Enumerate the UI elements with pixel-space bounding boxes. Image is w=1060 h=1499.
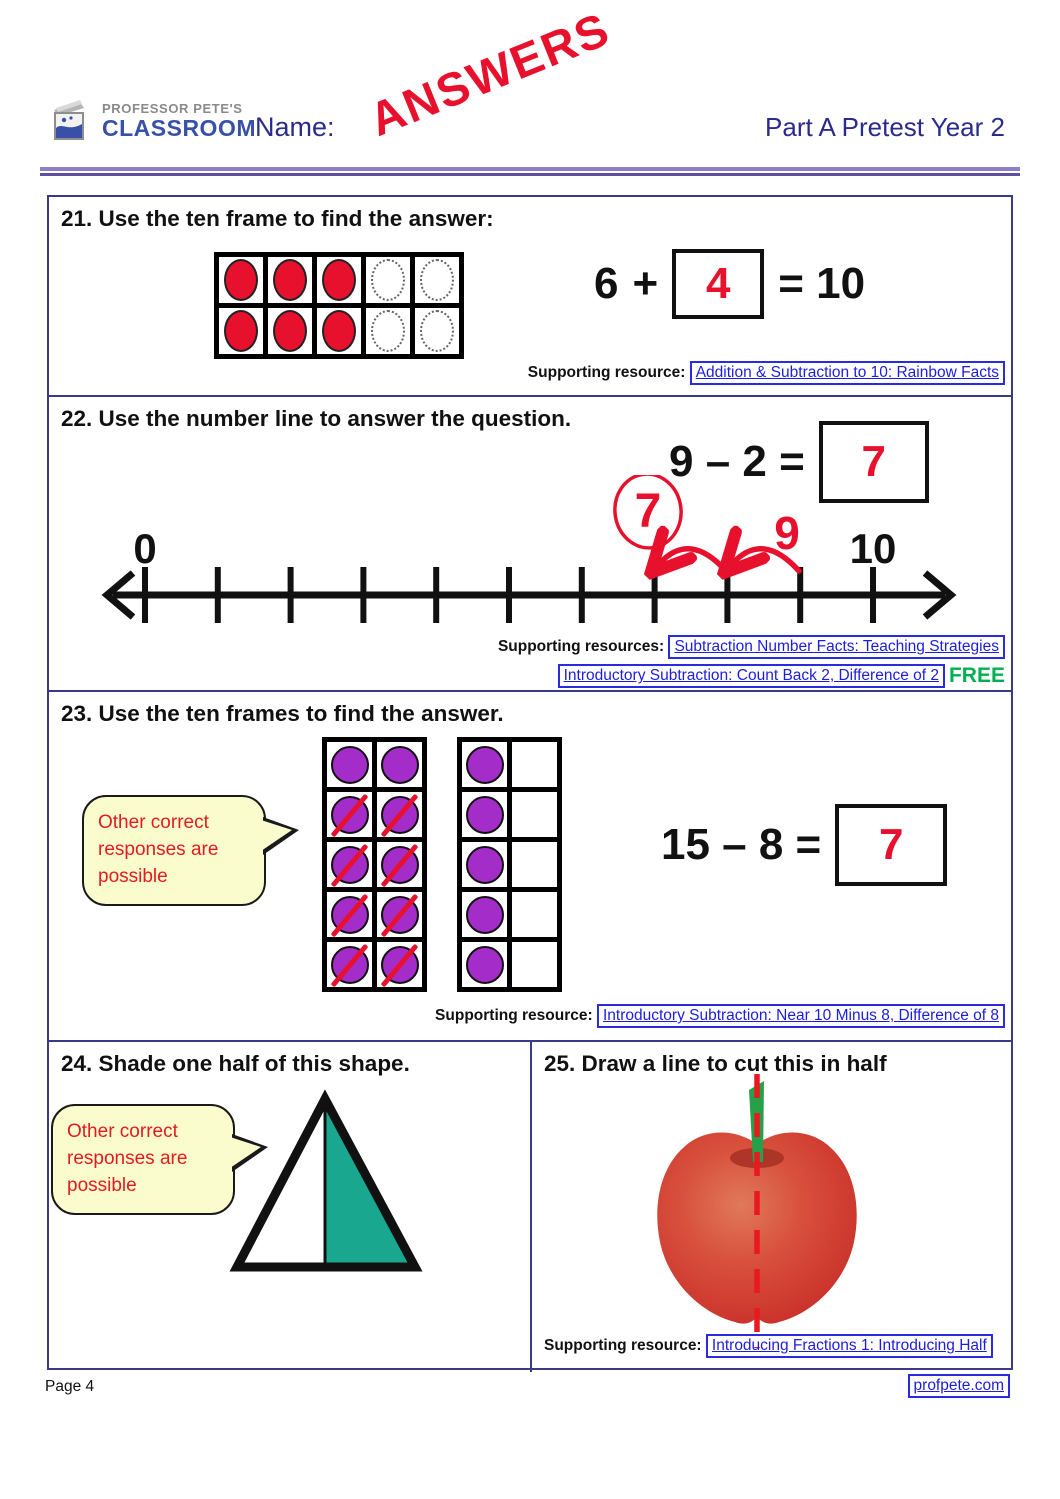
equation-21-operator: + [632, 259, 659, 308]
questions-frame [47, 195, 1013, 1370]
site-link[interactable]: profpete.com [908, 1374, 1010, 1398]
support-21-link[interactable]: Addition & Subtraction to 10: Rainbow Facts [690, 361, 1005, 385]
ten-frame-cell [415, 308, 459, 354]
empty-counter [371, 259, 405, 301]
site-footer [908, 1374, 1010, 1398]
count-back-arc-2 [660, 549, 726, 571]
answer-21: 4 [705, 259, 731, 308]
ten-frame-cell [377, 792, 422, 837]
support-23-link[interactable]: Introductory Subtraction: Near 10 Minus 8, Difference of 8 [597, 1004, 1005, 1028]
ten-frame-cell [327, 942, 372, 987]
ten-frame-cell [317, 308, 361, 354]
empty-counter [420, 310, 454, 352]
ten-frame-cell [366, 257, 410, 303]
note-bubble-24-text: Other correct responses are possible [67, 1121, 188, 1196]
question-22-title: 22. Use the number line to answer the question. [61, 406, 572, 431]
ten-frame-cell [219, 308, 263, 354]
empty-counter [420, 259, 454, 301]
ten-frame-cell [377, 942, 422, 987]
equation-21 [594, 249, 865, 319]
ten-frame-cell [377, 842, 422, 887]
bottom-row [49, 1042, 1011, 1372]
question-24-section [49, 1042, 532, 1372]
question-24-title: 24. Shade one half of this shape. [61, 1051, 410, 1076]
answer-23: 7 [879, 820, 904, 869]
counter [466, 846, 504, 884]
ten-frame-cell [462, 792, 507, 837]
ten-frame-cell [512, 792, 557, 837]
answer-22: 7 [861, 437, 887, 486]
counter [331, 746, 369, 784]
ten-frame-cell [327, 892, 372, 937]
header-divider [40, 167, 1020, 176]
ten-frame-cell [327, 742, 372, 787]
annotation-9: 9 [774, 507, 800, 559]
book-logo-icon [50, 98, 94, 144]
ten-frame-cell [462, 942, 507, 987]
answer-box-23 [835, 804, 947, 886]
professor-petes-classroom-logo [50, 98, 256, 144]
support-22a [498, 635, 1005, 659]
ten-frame-cell [366, 308, 410, 354]
ten-frame-cell [462, 892, 507, 937]
equation-23-lhs: 15 – 8 = [661, 820, 822, 869]
answer-box-21 [672, 249, 764, 319]
equation-22-lhs: 9 – 2 = [669, 437, 805, 486]
number-line-label-10: 10 [849, 525, 897, 572]
question-25-section [532, 1042, 1011, 1372]
note-bubble-23-text: Other correct responses are possible [98, 812, 219, 887]
bubble-tail-fill [261, 820, 292, 851]
counter [322, 259, 356, 301]
answers-stamp: ANSWERS [361, 1, 618, 147]
support-23-label: Supporting resource: [435, 1007, 593, 1024]
note-bubble-23 [82, 795, 266, 906]
half-shaded-triangle [227, 1087, 427, 1279]
support-22-label: Supporting resources: [497, 638, 665, 655]
equation-23 [661, 804, 947, 886]
question-23-title: 23. Use the ten frames to find the answer. [61, 701, 504, 726]
ten-frame-cell [415, 257, 459, 303]
support-25 [544, 1334, 993, 1358]
logo-line1: PROFESSOR PETE'S [102, 101, 243, 116]
counter [224, 310, 258, 352]
question-21-section [49, 197, 1011, 397]
support-25-label: Supporting resource: [544, 1337, 702, 1354]
question-23-section [49, 692, 1011, 1042]
logo-line2: CLASSROOM [102, 115, 256, 141]
question-21-title: 21. Use the ten frame to find the answer: [61, 206, 494, 231]
ten-frame-cell [268, 308, 312, 354]
ten-frame-horizontal [214, 252, 464, 359]
support-21 [528, 361, 1005, 385]
number-line [99, 475, 959, 650]
ten-frame-cell [462, 842, 507, 887]
page-title: Part A Pretest Year 2 [765, 112, 1005, 142]
free-badge: FREE [948, 664, 1005, 687]
counter [466, 896, 504, 934]
note-bubble-24 [51, 1104, 235, 1215]
equation-21-operand: 6 [594, 259, 619, 308]
counter [466, 946, 504, 984]
ten-frame-cell [219, 257, 263, 303]
empty-counter [371, 310, 405, 352]
counter [466, 746, 504, 784]
support-22-link2[interactable]: Introductory Subtraction: Count Back 2, Difference of 2 [558, 664, 945, 688]
ten-frame-cell [327, 842, 372, 887]
ten-frame-vertical-2 [457, 737, 562, 992]
question-25-title: 25. Draw a line to cut this in half [544, 1051, 887, 1076]
support-22-link1[interactable]: Subtraction Number Facts: Teaching Strategies [668, 635, 1005, 659]
ten-frame-vertical-1 [322, 737, 427, 992]
ten-frame-cell [462, 742, 507, 787]
counter [322, 310, 356, 352]
ten-frame-cell [512, 742, 557, 787]
name-label: Name: [255, 112, 335, 142]
support-23 [435, 1004, 1005, 1028]
support-21-label: Supporting resource: [527, 364, 686, 381]
apple-figure [617, 1070, 897, 1352]
support-22b [558, 664, 1005, 688]
question-22-section [49, 397, 1011, 692]
counter [381, 746, 419, 784]
ten-frame-cell [377, 892, 422, 937]
ten-frame-cell [327, 792, 372, 837]
ten-frame-cell [377, 742, 422, 787]
support-25-link[interactable]: Introducing Fractions 1: Introducing Half [706, 1334, 993, 1358]
circled-answer-7: 7 [634, 485, 662, 538]
number-line-label-0: 0 [133, 525, 157, 572]
counter [273, 310, 307, 352]
ten-frame-cell [512, 842, 557, 887]
ten-frame-cell [317, 257, 361, 303]
ten-frame-cell [512, 892, 557, 937]
counter [466, 796, 504, 834]
equation-21-result: = 10 [778, 259, 866, 308]
counter [224, 259, 258, 301]
ten-frame-cell [512, 942, 557, 987]
counter [273, 259, 307, 301]
page-number: Page 4 [45, 1378, 95, 1395]
ten-frame-cell [268, 257, 312, 303]
